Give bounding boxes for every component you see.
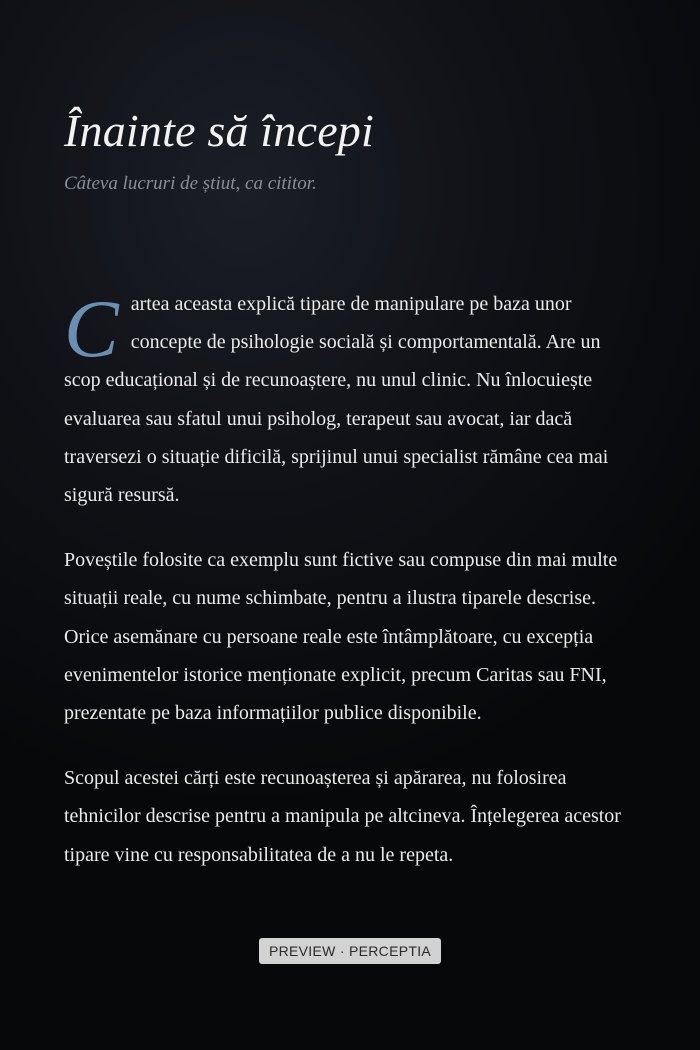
paragraph-1-text: artea aceasta explică tipare de manipulare pe baza unor concepte de psihologie socială și comportamentală. Are un scop educațional și de recunoaștere, nu unul clinic. Nu înlocuiește evaluarea sau sfatul unui psiholog, terapeut sau avocat, iar dacă traversezi o situație dificilă, sprijinul unui specialist rămâne cea mai sigură resursă.	[64, 293, 609, 507]
dropcap-letter: C	[64, 283, 119, 374]
body-text	[64, 285, 634, 901]
page-subtitle: Câteva lucruri de știut, ca cititor.	[64, 173, 317, 194]
paragraph-3: Scopul acestei cărți este recunoașterea și apărarea, nu folosirea tehnicilor descrise pentru a manipula pe altcineva. Înțelegerea acestor tipare vine cu responsabilitatea de a nu le repeta.	[64, 767, 621, 866]
paragraph-1	[64, 285, 634, 514]
footer	[0, 938, 700, 964]
preview-badge: PREVIEW · PERCEPTIA	[259, 938, 441, 964]
paragraph-2: Poveștile folosite ca exemplu sunt fictive sau compuse din mai multe situații reale, cu nume schimbate, pentru a ilustra tiparele descrise. Orice asemănare cu persoane reale este întâmplătoare, cu excepția evenimentelor istorice menționate explicit, precum Caritas sau FNI, prezentate pe baza informațiilor publice disponibile.	[64, 549, 618, 725]
page-title: Înainte să începi	[64, 105, 374, 156]
